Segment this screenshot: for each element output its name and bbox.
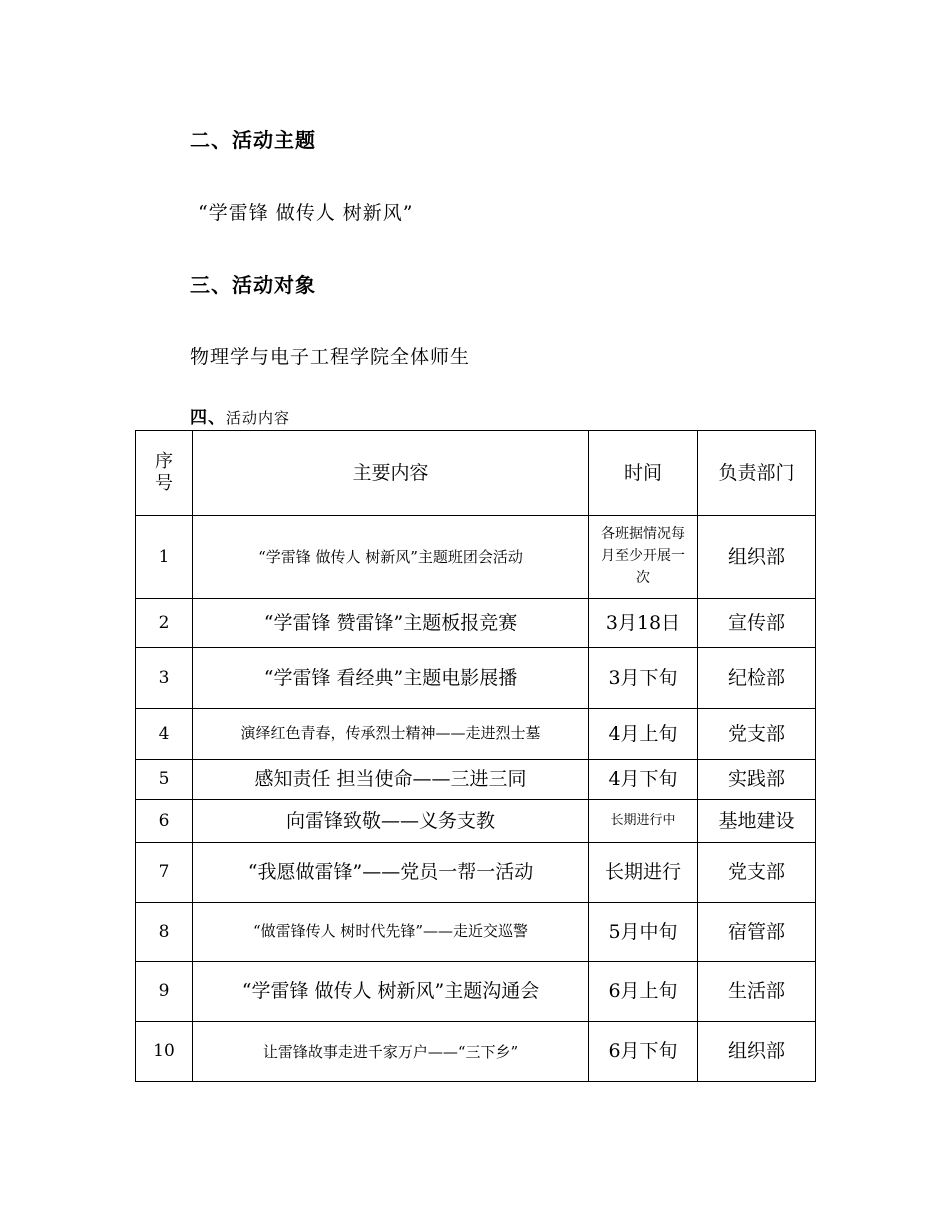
row-content: “学雷锋 赞雷锋”主题板报竞赛	[193, 599, 589, 648]
row-content: “学雷锋 看经典”主题电影展播	[193, 648, 589, 709]
row-seq: 7	[136, 843, 193, 903]
section-title: 活动内容	[226, 409, 291, 427]
table-row	[136, 516, 816, 599]
table-row	[136, 800, 816, 843]
header-content: 主要内容	[193, 431, 589, 516]
row-time: 长期进行中	[589, 800, 698, 843]
row-dept: 基地建设	[698, 800, 816, 843]
row-time: 4月上旬	[589, 709, 698, 760]
table-row	[136, 903, 816, 962]
row-content: “我愿做雷锋”——党员一帮一活动	[193, 843, 589, 903]
row-time: 6月上旬	[589, 962, 698, 1022]
table-row	[136, 760, 816, 800]
section-heading-target: 三、活动对象	[190, 273, 316, 297]
section-number: 四、	[190, 408, 226, 428]
row-seq: 1	[136, 516, 193, 599]
row-time: 各班据情况每月至少开展一次	[589, 516, 698, 599]
row-seq: 10	[136, 1022, 193, 1082]
row-seq: 6	[136, 800, 193, 843]
row-dept: 党支部	[698, 709, 816, 760]
table-row	[136, 648, 816, 709]
header-time: 时间	[589, 431, 698, 516]
row-dept: 实践部	[698, 760, 816, 800]
row-dept: 组织部	[698, 516, 816, 599]
row-time: 5月中旬	[589, 903, 698, 962]
table-row	[136, 962, 816, 1022]
table-row	[136, 599, 816, 648]
row-seq: 3	[136, 648, 193, 709]
section-heading-theme: 二、活动主题	[190, 128, 316, 152]
table-header-row	[136, 431, 816, 516]
activity-target-text: 物理学与电子工程学院全体师生	[190, 346, 471, 368]
row-dept: 组织部	[698, 1022, 816, 1082]
row-time: 6月下旬	[589, 1022, 698, 1082]
row-dept: 纪检部	[698, 648, 816, 709]
row-dept: 宣传部	[698, 599, 816, 648]
row-time: 3月18日	[589, 599, 698, 648]
row-seq: 8	[136, 903, 193, 962]
row-dept: 宿管部	[698, 903, 816, 962]
row-dept: 生活部	[698, 962, 816, 1022]
row-seq: 4	[136, 709, 193, 760]
header-seq: 序号	[136, 431, 193, 516]
row-seq: 2	[136, 599, 193, 648]
table-row	[136, 843, 816, 903]
row-content: “做雷锋传人 树时代先锋”——走近交巡警	[193, 903, 589, 962]
row-content: 演绎红色青春，传承烈士精神——走进烈士墓	[193, 709, 589, 760]
row-seq: 9	[136, 962, 193, 1022]
row-seq: 5	[136, 760, 193, 800]
header-dept: 负责部门	[698, 431, 816, 516]
activity-theme-text: “学雷锋 做传人 树新风”	[198, 202, 414, 224]
activity-table	[135, 430, 816, 1082]
row-content: 向雷锋致敬——义务支教	[193, 800, 589, 843]
row-content: “学雷锋 做传人 树新风”主题沟通会	[193, 962, 589, 1022]
table-row	[136, 1022, 816, 1082]
table-row	[136, 709, 816, 760]
row-content: “学雷锋 做传人 树新风”主题班团会活动	[193, 516, 589, 599]
row-time: 3月下旬	[589, 648, 698, 709]
row-dept: 党支部	[698, 843, 816, 903]
row-time: 4月下旬	[589, 760, 698, 800]
row-content: 让雷锋故事走进千家万户——“三下乡”	[193, 1022, 589, 1082]
row-time: 长期进行	[589, 843, 698, 903]
row-content: 感知责任 担当使命——三进三同	[193, 760, 589, 800]
section-heading-content	[190, 403, 290, 428]
